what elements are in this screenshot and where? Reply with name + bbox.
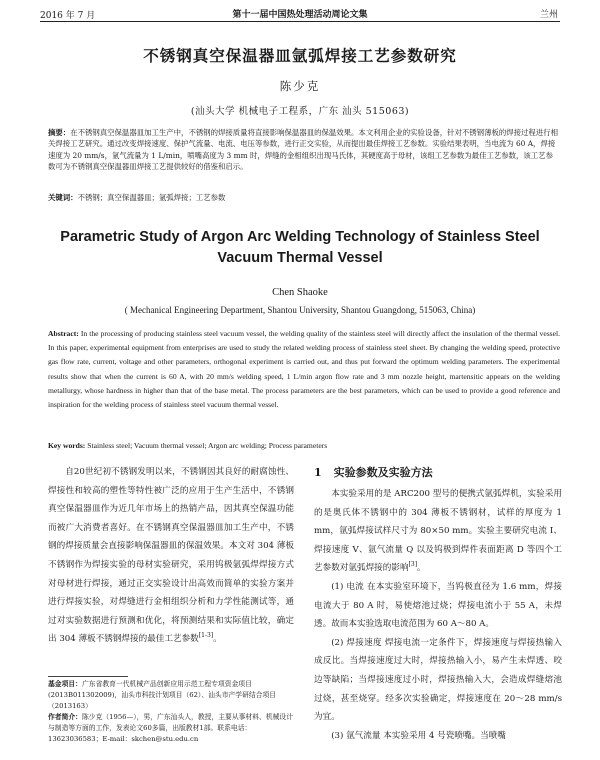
affiliation-en: ( Mechanical Engineering Department, Shantou University, Shantou Guangdong, 515063, China) — [124, 305, 476, 315]
header-conference: 第十一届中国热处理活动周论文集 — [232, 10, 368, 20]
footnote-author — [48, 712, 298, 745]
abstract-en-label: Abstract: — [48, 329, 79, 338]
intro-end: 。 — [213, 634, 222, 645]
abstract-cn — [48, 127, 560, 172]
section-1-para-1-end: 。 — [417, 563, 426, 574]
affiliation-cn: (汕头大学 机械电子工程系，广东 汕头 515063) — [190, 106, 410, 117]
section-1-title: 实验参数及实验方法 — [333, 466, 433, 479]
header-location: 兰州 — [539, 10, 558, 20]
keywords-en-label: Key words: — [48, 441, 86, 450]
section-1-para-1 — [314, 485, 562, 578]
footnote — [48, 679, 298, 745]
section-1-para-speed: (2) 焊接速度 焊接电流一定条件下，焊接速度与焊接热输入成反比。当焊接速度过大时，焊接热输入小，易产生未焊透、咬边等缺陷；当焊接速度过小时，焊接热输入大，会造成焊缝熔池过烧，甚至烧穿。经多次实验确定，焊接速度在 20～28 mm/s 为宜。 — [314, 637, 562, 723]
header-rule — [40, 21, 560, 22]
section-1-para-argon: (3) 氩气流量 本实验采用 4 号瓷喷嘴。当喷嘴 — [331, 730, 506, 741]
keywords-en-text: Stainless steel; Vacuum thermal vessel; Argon arc welding; Process parameters — [87, 441, 328, 450]
abstract-cn-text: 在不锈钢真空保温器皿加工生产中，不锈钢的焊接质量将直接影响保温器皿的保温效果。本文利用企业的实验设备，针对不锈钢薄板的焊接过程进行相关焊接工艺研究。通过改变焊接速度、保护气流量、电流、电压等参数，进行正交实验，从而提出最佳焊接工艺参数。实验结果表明，当电流为 60 A，焊接速度为 20 mm/s，氩气流量为 1 L/min，喷嘴高度为 3 mm 时，焊缝的金相组织出现马氏体，其硬度高于母材，该组工艺参数为最佳工艺参数，该工艺参数可为不锈钢真空保温器皿焊接工艺提供较好的借鉴和启示。 — [48, 128, 558, 171]
keywords-cn-label: 关键词： — [48, 193, 78, 202]
footnote-author-text: 陈少克（1956—），男，广东汕头人，教授，主要从事材料、机械设计与制造等方面的工作，发表论文60多篇，出版教材1部。联系电话：13623036583；E-mail：skchen@stu.edu.cn — [48, 713, 293, 743]
keywords-cn-text: 不锈钢；真空保温器皿；氩弧焊接；工艺参数 — [77, 193, 226, 202]
title-cn: 不锈钢真空保温器皿氩弧焊接工艺参数研究 — [143, 46, 457, 65]
author-cn: 陈少克 — [279, 79, 321, 93]
section-1-heading — [314, 463, 562, 483]
footnote-fund-label: 基金项目： — [48, 680, 82, 688]
footnote-fund — [48, 679, 298, 712]
footnote-author-label: 作者简介： — [48, 713, 82, 721]
intro-text: 自20世纪初不锈钢发明以来，不锈钢因其良好的耐腐蚀性、焊接性和较高的塑性等特性被广泛的应用于生产生活中，不锈钢真空保温器皿作为近几年市场上的热销产品，因其真空保温功能而被广大消费者喜好。在不锈钢真空保温器皿加工生产中，不锈钢的焊接质量会直接影响保温器皿的保温效果。本文对 304 薄板不锈钢作为焊接实验的母材实验研究，采用钨极氩弧焊焊接方式对母材进行焊接，通过正交实验设计出高效而简单的实验方案并进行焊接实验，对焊缝进行金相组织分析和力学性能测试等，通过对实验数据进行预测和优化，将预测结果和实际值比较，确定出 304 薄板不锈钢焊接的最佳工艺参数 — [48, 467, 294, 645]
section-1-para-1-text: 本实验采用的是 ARC200 型号的便携式氩弧焊机，实验采用的是奥氏体不锈钢中的 304 薄板不锈钢材，试样的厚度为 1 mm，氩弧焊接试样尺寸为 80×50 mm。实验主要研究电流 I、焊接速度 V、氩气流量 Q 以及钨极到焊件表面距离 D 等四个工艺参数对氩弧焊接的影响 — [314, 489, 562, 574]
section-1-number: 1 — [314, 466, 322, 479]
section-1-column — [314, 463, 562, 745]
abstract-en-text: In the processing of producing stainless steel vacuum vessel, the welding quality of the stainless steel will directly affect the insulation of the thermal vessel. In this paper, experimental equipment from enterprises are used to study the related welding process of stainless steel sheet. By changing the welding speed, protective gas flow rate, current, voltage and other parameters, orthogonal experiment is carried out, and thus put forward the optimum welding parameters. The experimental results show that when the current is 60 A, with 20 mm/s welding speed, 1 L/min argon flow rate and 3 mm nozzle height, martensitic appears on the welding metallurgy, whose hardness in higher than that of the base metal. The process parameters are the best parameters, which can be used to provide a good reference and inspiration for the welding process of stainless steel vacuum thermal vessel. — [48, 329, 560, 410]
section-1-citation: [3] — [408, 561, 418, 569]
footnote-fund-text: 广东省教育一代机械产品创新应用示范工程专项资金项目(2013B011302009)，汕头市科技计划项目（62）、汕头市产学研结合项目（2013163） — [48, 680, 277, 710]
intro-column — [48, 463, 294, 649]
header-date: 2016 年 7 月 — [40, 11, 96, 21]
author-en: Chen Shaoke — [272, 287, 328, 298]
abstract-en — [48, 327, 560, 412]
intro-citation: [1-3] — [198, 632, 214, 640]
keywords-en — [48, 440, 560, 451]
title-en: Parametric Study of Argon Arc Welding Technology of Stainless Steel Vacuum Thermal Vessel — [60, 229, 540, 266]
intro-paragraph — [48, 463, 294, 649]
section-1-para-current: (1) 电流 在本实验室环境下，当钨极直径为 1.6 mm，焊接电流大于 80 A 时，易使熔池过烧；焊接电流小于 55 A，未焊透。故而本实验选取电流范围为 60 A～80 A。 — [314, 581, 562, 630]
keywords-cn — [48, 192, 560, 203]
footnote-rule — [48, 676, 128, 677]
abstract-cn-label: 摘要： — [48, 128, 71, 137]
